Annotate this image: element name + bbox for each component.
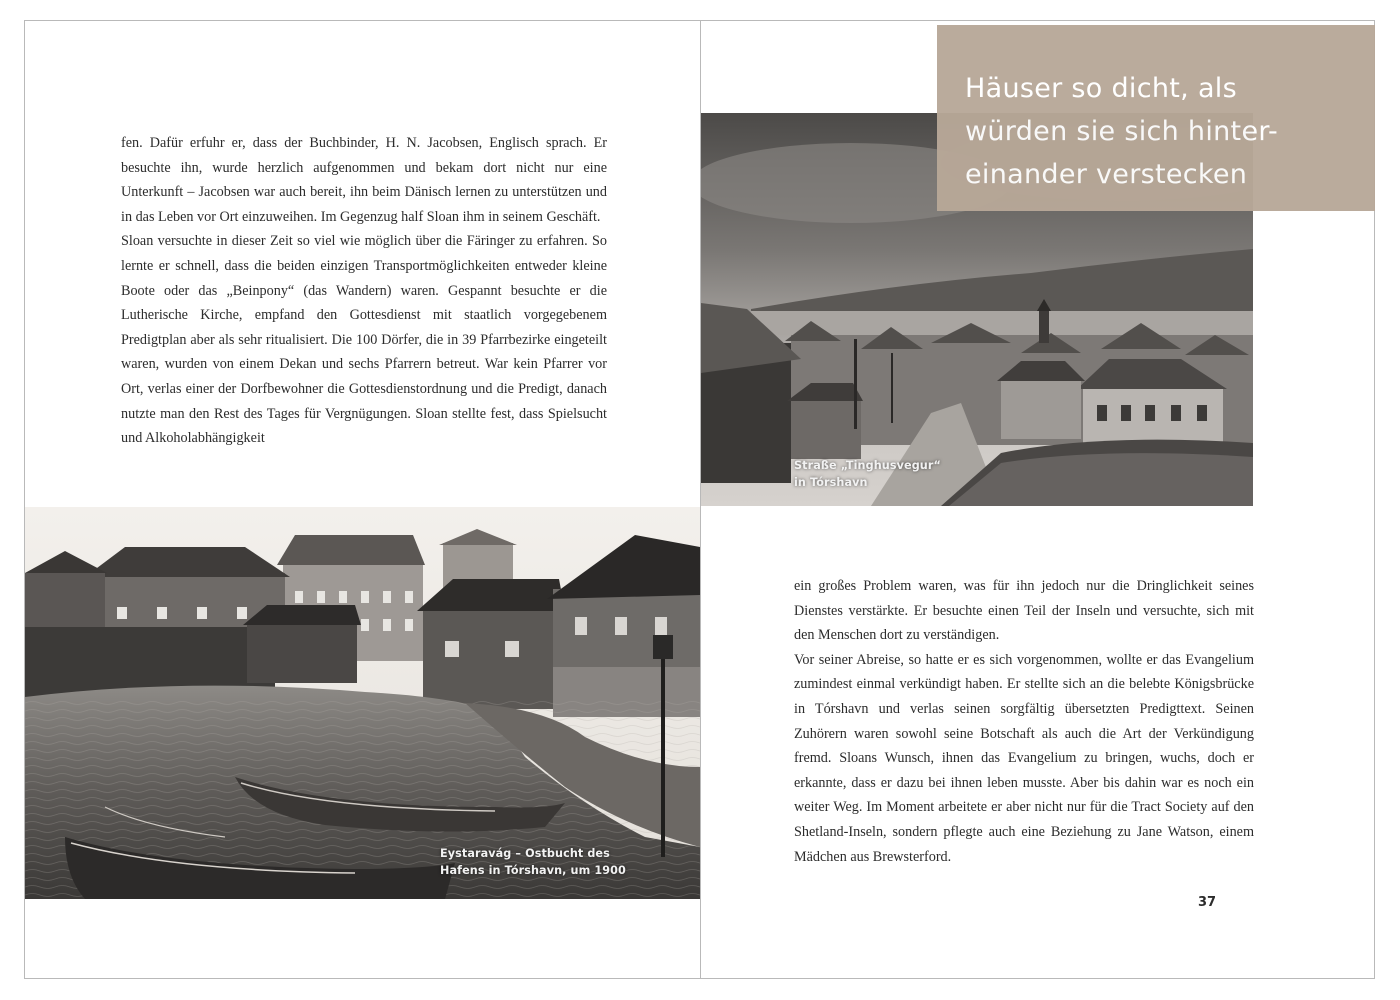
pull-quote-line-1: Häuser so dicht, als — [965, 73, 1237, 104]
street-caption-line-2: in Tórshavn — [794, 476, 868, 489]
left-body-text — [121, 131, 607, 451]
right-paragraph-2: Vor seiner Abreise, so hatte er es sich vorgenommen, wollte er das Evangelium zumindest einmal verkündigt haben. Er stellte sich an die belebte Königsbrücke in Tórshavn und verlas seinen sorgfältig übersetzten Predigttext. Seinen Zuhörern waren sowohl seine Botschaft als auch die Art der Verkündigung fremd. Sloans Wunsch, ihnen das Evangelium zu bringen, wuchs, doch er erkannte, dass er dazu bei ihnen leben musste. Aber bis dahin war es noch ein weiter Weg. Im Moment arbeitete er aber nicht nur für die Tract Society auf den Shetland-Inseln, sondern pflegte auch eine Beziehung zu Jane Watson, einem Mädchen aus Brewsterford. — [794, 651, 1254, 865]
harbour-caption-line-1: Eystaravág – Ostbucht des — [440, 847, 610, 860]
right-page — [700, 20, 1375, 979]
page-number: 37 — [1198, 895, 1217, 910]
harbour-photo — [25, 507, 700, 899]
street-caption-line-1: Straße „Tinghusvegur“ — [794, 459, 941, 472]
harbour-photo-caption — [440, 845, 626, 879]
harbour-caption-line-2: Hafens in Tórshavn, um 1900 — [440, 864, 626, 877]
right-body-text — [794, 574, 1254, 869]
left-paragraph-1: fen. Dafür erfuhr er, dass der Buchbinder, H. N. Jacobsen, Englisch sprach. Er besuchte ihn, wurde herzlich aufgenommen und bekam dort nicht nur eine Unterkunft – Jacobsen war auch bereit, ihn beim Dänisch lernen zu unterstützen und in das Leben vor Ort einzuweihen. Im Gegenzug half Sloan ihm in seinem Geschäft. — [121, 135, 607, 225]
street-photo-caption — [794, 457, 941, 491]
pull-quote — [965, 67, 1365, 196]
left-paragraph-2: Sloan versuchte in dieser Zeit so viel wie möglich über die Färinger zu erfahren. So lernte er schnell, dass die beiden einzigen Transportmöglichkeiten entweder kleine Boote oder das „Beinpony“ (das Wandern) waren. Gespannt besuchte er die Lutherische Kirche, empfand den Gottesdienst mit staatlich vorgegebenem Predigtplan aber als sehr ritualisiert. Die 100 Dörfer, die in 39 Pfarrbezirke eingeteilt waren, wurden von einem Dekan und sechs Pfarrern betreut. War kein Pfarrer vor Ort, verlas einer der Dorfbewohner die Gottesdienstordnung und die Predigt, danach nutzte man den Rest des Tages für Vergnügungen. Sloan stellte fest, dass Spielsucht und Alkoholabhängigkeit — [121, 233, 607, 447]
pull-quote-line-3: einander verstecken — [965, 159, 1248, 190]
left-page — [24, 20, 701, 979]
pull-quote-line-2: würden sie sich hinter- — [965, 116, 1279, 147]
pull-quote-box — [937, 25, 1375, 211]
right-paragraph-1: ein großes Problem waren, was für ihn jedoch nur die Dringlichkeit seines Dienstes verstärkte. Er besuchte einen Teil der Inseln und versuchte, sich mit den Menschen dort zu verständigen. — [794, 578, 1254, 644]
